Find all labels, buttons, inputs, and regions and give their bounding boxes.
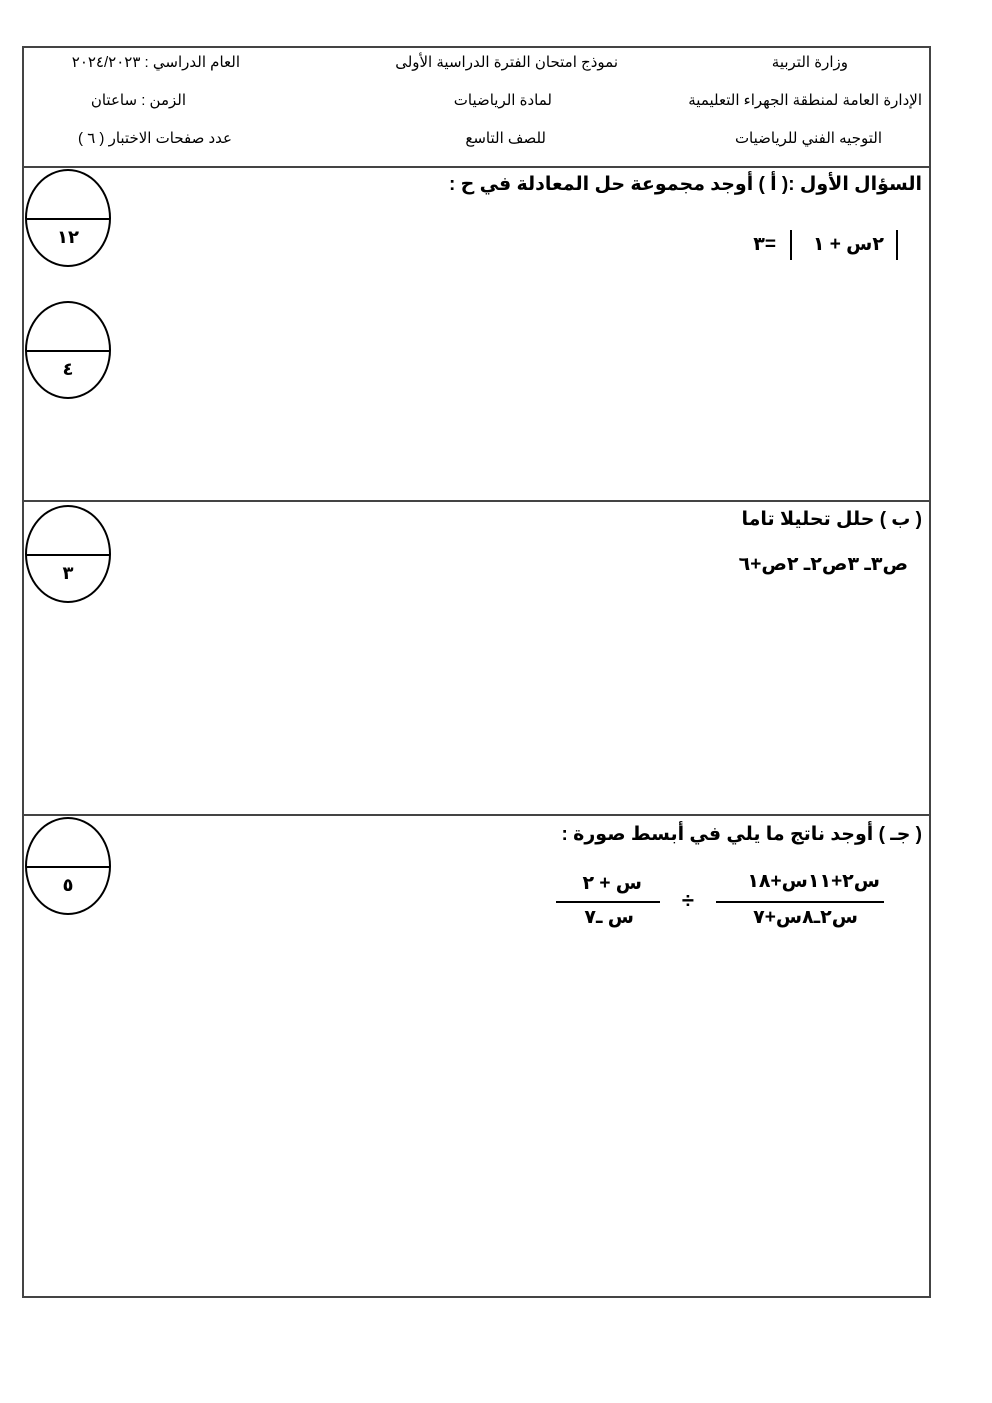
marks-part-b: ٣ bbox=[62, 563, 74, 583]
equation-rhs: =٣ bbox=[753, 234, 776, 255]
division-operator: ÷ bbox=[681, 888, 694, 913]
question-1b-title: ( ب ) حلل تحليلا تاما bbox=[741, 509, 922, 530]
pages-count: عدد صفحات الاختبار ( ٦ ) bbox=[78, 130, 232, 147]
subject-name: لمادة الرياضيات bbox=[453, 92, 552, 109]
equation-inner: ٢س + ١ bbox=[812, 234, 884, 255]
exam-time: الزمن : ساعتان bbox=[90, 92, 186, 109]
fraction-2-denominator: س ـ٧ bbox=[584, 907, 634, 928]
factor-expression: ص٣ـ ٣ص٢ـ ٢ص+٦ bbox=[738, 554, 908, 575]
section-divider-c bbox=[22, 814, 931, 816]
ministry-name: وزارة التربية bbox=[771, 54, 848, 71]
marks-part-a: ٤ bbox=[62, 359, 74, 379]
question-1a-title: السؤال الأول :( أ ) أوجد مجموعة حل المعادلة في ح : bbox=[449, 174, 922, 195]
fraction-2-bar bbox=[556, 901, 660, 903]
abs-bar-right bbox=[896, 230, 898, 260]
fraction-1-bar bbox=[716, 901, 884, 903]
marks-circle-total bbox=[25, 169, 111, 267]
section-divider-b bbox=[22, 500, 931, 502]
marks-total: ١٢ bbox=[57, 227, 79, 247]
abs-bar-left bbox=[790, 230, 792, 260]
question-1c-title: ( جـ ) أوجد ناتج ما يلي في أبسط صورة : bbox=[561, 824, 922, 845]
marks-circle-part-b bbox=[25, 505, 111, 603]
fraction-1-denominator: س٢ـ٨س+٧ bbox=[753, 907, 858, 928]
marks-circle-part-a bbox=[25, 301, 111, 399]
supervision-name: التوجيه الفني للرياضيات bbox=[734, 130, 882, 147]
grade-name: للصف التاسع bbox=[465, 130, 546, 147]
marks-part-c: ٥ bbox=[62, 875, 74, 895]
exam-page-frame bbox=[22, 46, 931, 1298]
fraction-1-numerator: س٢+١١س+١٨ bbox=[747, 871, 880, 892]
fraction-2-numerator: س + ٢ bbox=[582, 873, 642, 894]
academic-year: العام الدراسي : ٢٠٢٤/٢٠٢٣ bbox=[71, 54, 240, 71]
exam-title: نموذج امتحان الفترة الدراسية الأولى bbox=[395, 54, 618, 71]
header-divider bbox=[22, 166, 931, 168]
marks-circle-part-c bbox=[25, 817, 111, 915]
directorate-name: الإدارة العامة لمنطقة الجهراء التعليمية bbox=[688, 92, 922, 109]
